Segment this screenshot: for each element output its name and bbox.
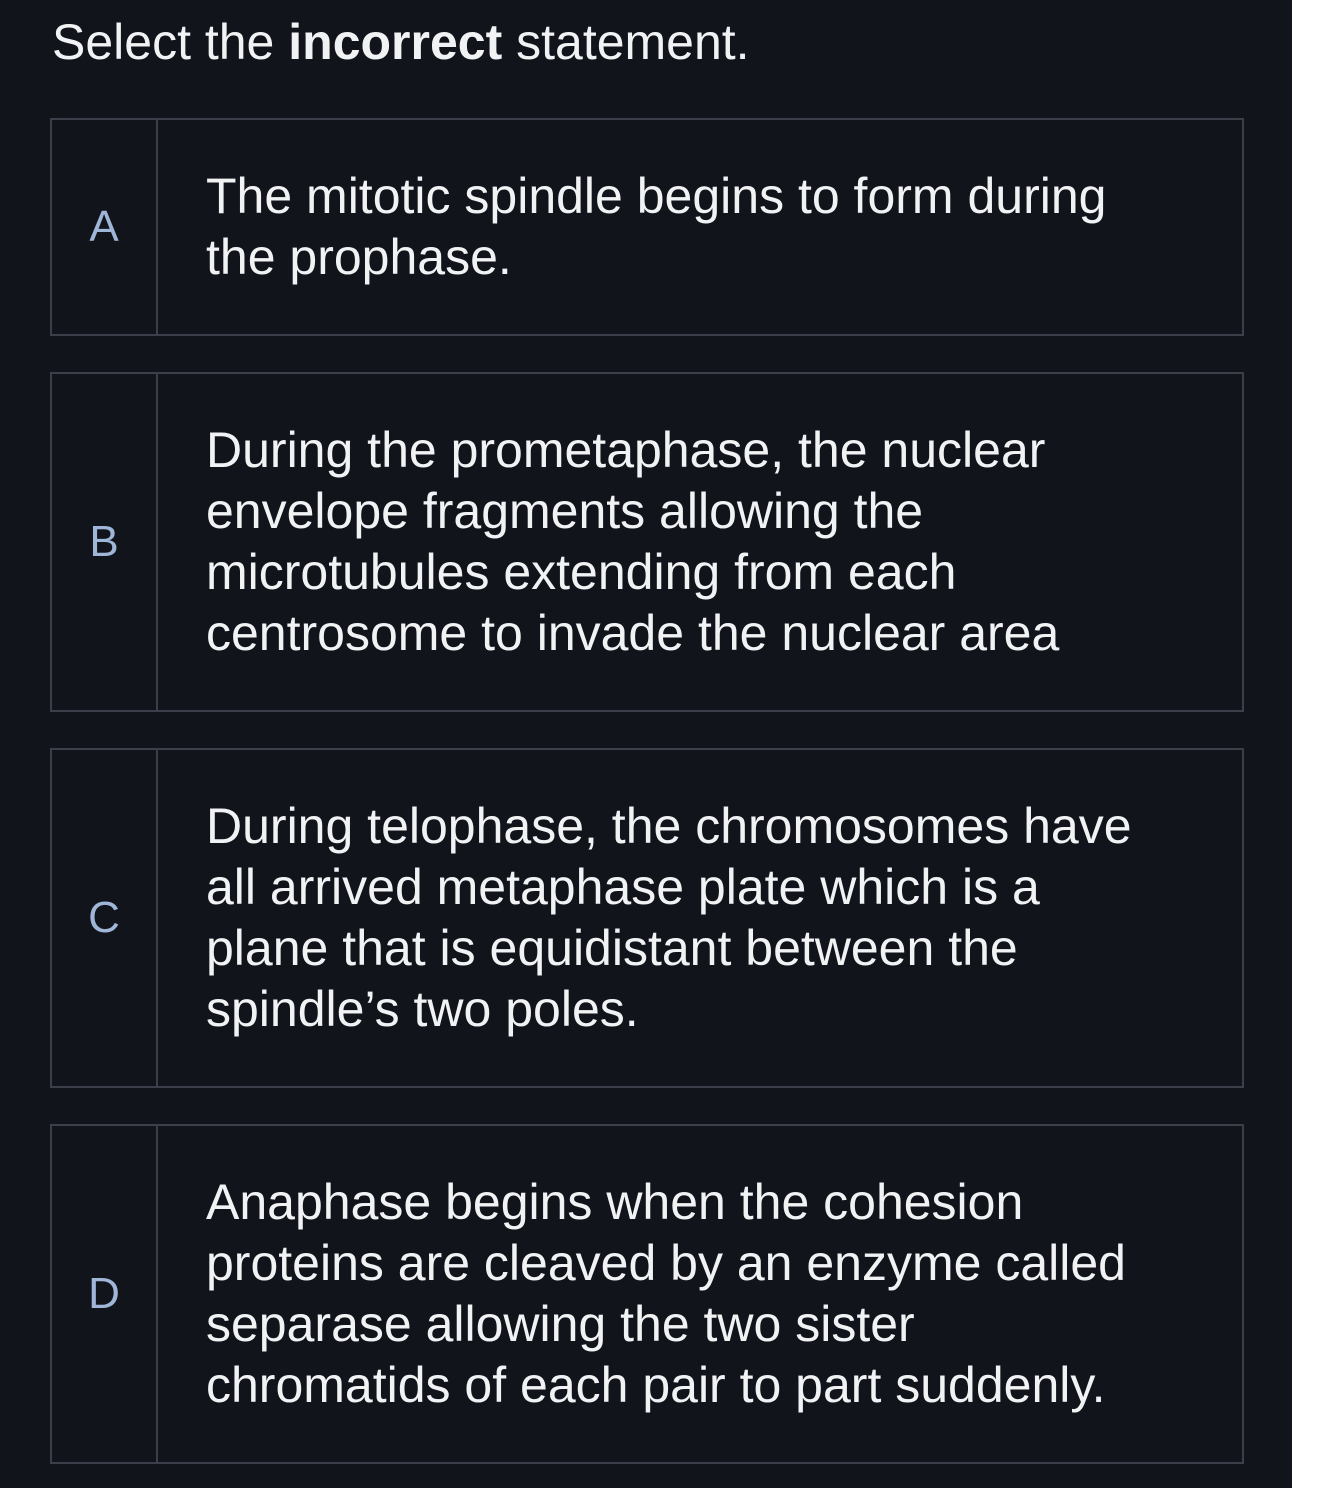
question-prompt bbox=[52, 12, 750, 72]
option-text: The mitotic spindle begins to form during the prophase. bbox=[206, 168, 1107, 285]
option-text-cell bbox=[158, 1126, 1242, 1462]
option-letter-cell bbox=[52, 120, 158, 334]
option-letter: A bbox=[89, 202, 119, 251]
question-emphasis: incorrect bbox=[288, 14, 503, 70]
option-text: During the prometaphase, the nuclear envelope fragments allowing the microtubules extending from each centrosome to invade the nuclear area bbox=[206, 422, 1060, 661]
question-prefix: Select the bbox=[52, 14, 289, 70]
option-letter-cell bbox=[52, 374, 158, 710]
option-letter: B bbox=[89, 517, 119, 566]
option-letter-cell bbox=[52, 1126, 158, 1462]
answer-option-b[interactable] bbox=[50, 372, 1244, 712]
option-text-cell bbox=[158, 120, 1242, 334]
answer-option-a[interactable] bbox=[50, 118, 1244, 336]
question-suffix: statement. bbox=[502, 14, 750, 70]
option-letter: C bbox=[88, 893, 120, 942]
option-text: During telophase, the chromosomes have all arrived metaphase plate which is a plane that is equidistant between the spindle’s two poles. bbox=[206, 798, 1132, 1037]
answer-option-d[interactable] bbox=[50, 1124, 1244, 1464]
answer-option-c[interactable] bbox=[50, 748, 1244, 1088]
option-letter: D bbox=[88, 1269, 120, 1318]
option-letter-cell bbox=[52, 750, 158, 1086]
option-text-cell bbox=[158, 750, 1242, 1086]
option-text: Anaphase begins when the cohesion proteins are cleaved by an enzyme called separase allowing the two sister chromatids of each pair to part suddenly. bbox=[206, 1174, 1126, 1413]
option-text-cell bbox=[158, 374, 1242, 710]
